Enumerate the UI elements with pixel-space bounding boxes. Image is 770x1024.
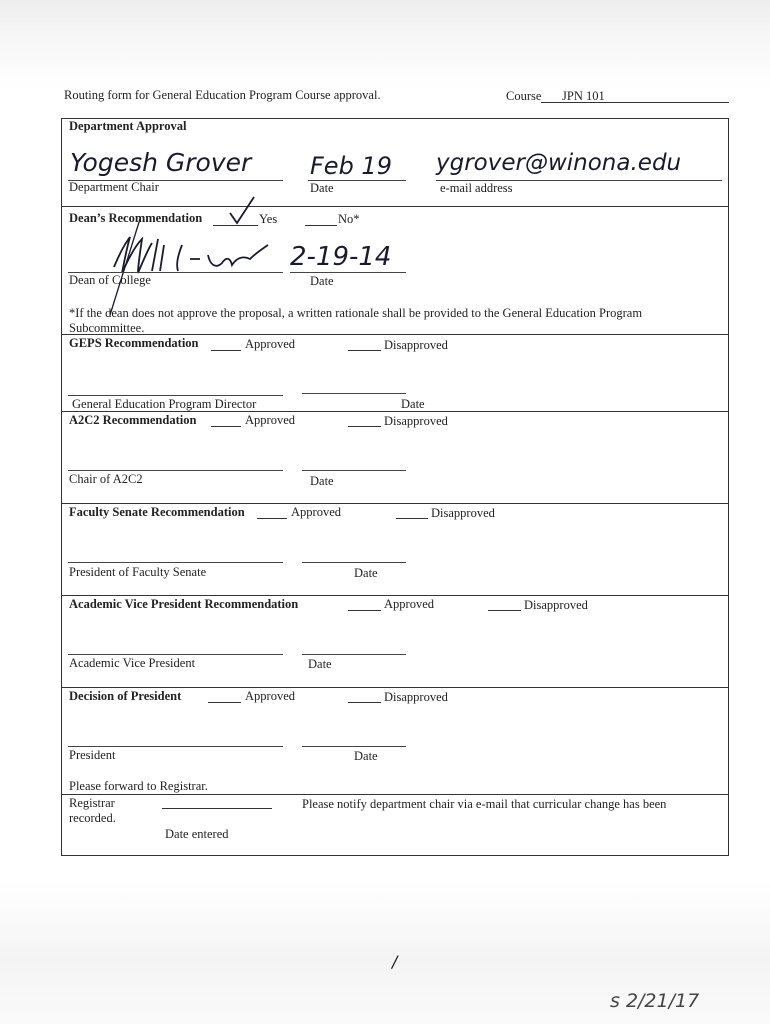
dean-no-blank — [305, 225, 337, 226]
divider-a2c2 — [61, 411, 729, 412]
dean-signature — [100, 225, 290, 315]
avp-disapproved-blank — [488, 610, 521, 611]
divider-senate — [61, 503, 729, 504]
checkmark-icon — [228, 195, 258, 227]
dean-heading: Dean’s Recommendation — [69, 211, 203, 225]
date-entered-label: Date entered — [165, 827, 229, 841]
dean-no-label: No* — [338, 212, 360, 226]
a2c2-heading: A2C2 Recommendation — [69, 413, 197, 427]
senate-approved-label: Approved — [291, 505, 341, 519]
president-signer-label: President — [69, 748, 116, 762]
president-approved-blank — [208, 702, 241, 703]
avp-approved-label: Approved — [384, 597, 434, 611]
president-signature-line — [68, 746, 283, 747]
registrar-blank — [162, 808, 272, 809]
a2c2-signature-line — [68, 470, 283, 471]
senate-date-label: Date — [354, 566, 378, 580]
chair-date-value: Feb 19 — [310, 152, 392, 180]
form-title: Routing form for General Education Program Course approval. — [64, 88, 381, 102]
president-disapproved-label: Disapproved — [384, 690, 448, 704]
dean-label: Dean of College — [69, 273, 151, 287]
slash-mark: / — [392, 952, 398, 971]
divider-registrar — [61, 794, 729, 795]
senate-heading: Faculty Senate Recommendation — [69, 505, 245, 519]
dean-date-label: Date — [310, 274, 334, 288]
department-approval-heading: Department Approval — [69, 119, 187, 133]
course-value: JPN 101 — [562, 89, 605, 103]
avp-heading: Academic Vice President Recommendation — [69, 597, 299, 611]
geps-approved-label: Approved — [245, 337, 295, 351]
avp-approved-blank — [348, 610, 381, 611]
registrar-label: Registrar — [69, 796, 115, 810]
a2c2-approved-blank — [211, 426, 241, 427]
dean-yes-label: Yes — [259, 212, 278, 226]
registrar-recorded-text: recorded. — [69, 811, 116, 825]
geps-date-label: Date — [401, 397, 425, 411]
president-date-line — [302, 746, 406, 747]
avp-disapproved-label: Disapproved — [524, 598, 588, 612]
dean-date-line — [290, 272, 406, 273]
dean-date-value: 2-19-14 — [290, 242, 392, 272]
forward-note: Please forward to Registrar. — [69, 779, 208, 793]
a2c2-disapproved-blank — [348, 426, 381, 427]
email-label: e-mail address — [440, 181, 513, 195]
president-date-label: Date — [354, 749, 378, 763]
geps-disapproved-label: Disapproved — [384, 338, 448, 352]
avp-date-label: Date — [308, 657, 332, 671]
a2c2-approved-label: Approved — [245, 413, 295, 427]
president-heading: Decision of President — [69, 689, 182, 703]
geps-date-line — [302, 393, 406, 394]
a2c2-signer-label: Chair of A2C2 — [69, 472, 143, 486]
divider-president — [61, 687, 729, 688]
divider-avp — [61, 595, 729, 596]
registrar-notify-text: Please notify department chair via e-mail that curricular change has been — [302, 797, 667, 811]
senate-signer-label: President of Faculty Senate — [69, 565, 207, 579]
geps-heading: GEPS Recommendation — [69, 336, 199, 350]
geps-signer-label: General Education Program Director — [72, 397, 257, 411]
course-label: Course — [506, 89, 542, 103]
avp-signer-label: Academic Vice President — [69, 656, 196, 670]
a2c2-disapproved-label: Disapproved — [384, 414, 448, 428]
senate-date-line — [302, 562, 406, 563]
a2c2-date-label: Date — [310, 474, 334, 488]
president-disapproved-blank — [348, 702, 381, 703]
senate-disapproved-label: Disapproved — [431, 506, 495, 520]
chair-signature: Yogesh Grover — [70, 148, 252, 177]
chair-email-value: ygrover@winona.edu — [436, 150, 682, 176]
avp-date-line — [302, 654, 406, 655]
avp-signature-line — [68, 654, 283, 655]
chair-label: Department Chair — [69, 180, 159, 194]
divider-dean — [61, 206, 729, 207]
corner-handwritten-note: s 2/21/17 — [610, 990, 700, 1012]
senate-approved-blank — [257, 518, 287, 519]
president-approved-label: Approved — [245, 689, 295, 703]
senate-signature-line — [68, 562, 283, 563]
chair-date-label: Date — [310, 181, 334, 195]
geps-approved-blank — [211, 350, 241, 351]
geps-signature-line — [68, 395, 283, 396]
a2c2-date-line — [302, 470, 406, 471]
dean-footnote: *If the dean does not approve the proposal, a written rationale shall be provided to the General Education Program Subcommittee. — [69, 306, 643, 335]
senate-disapproved-blank — [396, 518, 428, 519]
geps-disapproved-blank — [348, 350, 381, 351]
